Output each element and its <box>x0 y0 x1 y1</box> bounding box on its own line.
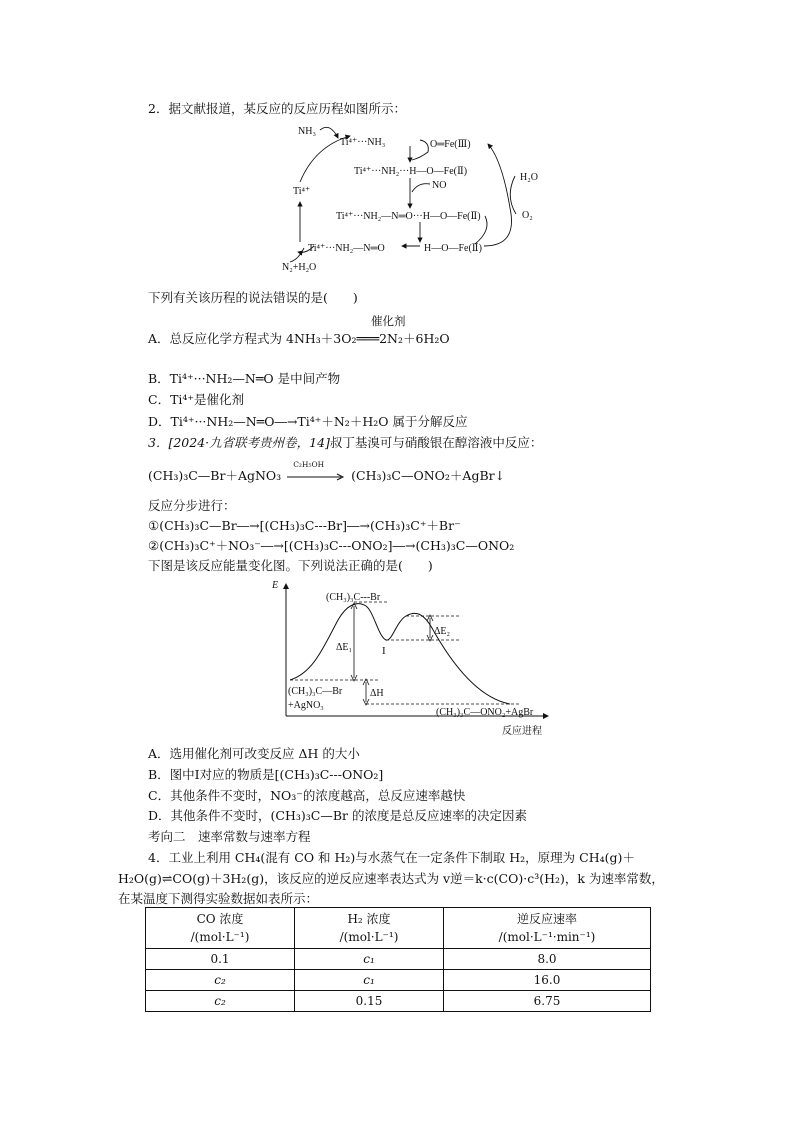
q3-option-a: A．选用催化剂可改变反应 ΔH 的大小 <box>148 746 360 761</box>
reaction-mechanism-diagram <box>270 118 560 276</box>
q3-step2: ②(CH₃)₃C⁺＋NO₃⁻―→[(CH₃)₃C---ONO₂]―→(CH₃)₃C—ONO₂ <box>148 538 515 553</box>
x-axis-label: 反应进程 <box>502 726 542 737</box>
q4-line2: H₂O(g)⇌CO(g)＋3H₂(g)，该反应的逆反应速率表达式为 v逆＝k·c(CO)·c³(H₂)，k 为速率常数， <box>118 871 664 886</box>
q3-option-c: C．其他条件不变时，NO₃⁻的浓度越高，总反应速率越快 <box>148 788 466 803</box>
intermediate-label: I <box>382 645 386 657</box>
eq-right: (CH₃)₃C—ONO₂＋AgBr↓ <box>351 468 506 483</box>
q3-equation <box>148 459 506 484</box>
cell-co: c₂ <box>146 970 295 991</box>
q3-step1: ①(CH₃)₃C—Br―→[(CH₃)₃C---Br]―→(CH₃)₃C⁺＋Br⁻ <box>148 518 461 533</box>
q2-stem: 2．据文献报道，某反应的反应历程如图所示： <box>148 101 406 116</box>
table-row <box>146 991 651 1012</box>
header-co: CO 浓度 /(mol·L⁻¹) <box>146 908 295 949</box>
label-ti-left: Ti⁴⁺ <box>293 186 311 197</box>
y-axis-label: E <box>272 580 279 591</box>
q3-question: 下图是该反应能量变化图。下列说法正确的是( ) <box>148 558 433 573</box>
rate-data-table <box>145 907 651 1012</box>
header-rate: 逆反应速率 /(mol·L⁻¹·min⁻¹) <box>444 908 651 949</box>
table-row <box>146 949 651 970</box>
cell-rate: 16.0 <box>444 970 651 991</box>
label-hofe-bottom: H—O—Fe(Ⅱ) <box>424 243 482 254</box>
eq-condition: C₂H₅OH <box>293 459 325 469</box>
label-ti-nh3: Ti⁴⁺···NH₃ <box>340 137 386 148</box>
q4-line3: 在某温度下测得实验数据如表所示： <box>118 891 319 906</box>
label-o-fe3: O═Fe(Ⅲ) <box>430 139 471 150</box>
label-o2: O₂ <box>522 210 533 221</box>
table-row <box>146 970 651 991</box>
q2-option-a: A．总反应化学方程式为 4NH₃＋3O₂═══2N₂＋6H₂O <box>148 331 450 346</box>
label-ti-nh2-hofe: Ti⁴⁺···NH₂···H—O—Fe(Ⅱ) <box>354 166 468 177</box>
q3-stem <box>148 433 542 451</box>
label-ti-nh2-no-hofe: Ti⁴⁺···NH₂—N═O···H—O—Fe(Ⅱ) <box>336 211 481 222</box>
label-n2-h2o: N₂+H₂O <box>282 262 317 273</box>
q2-option-d: D．Ti⁴⁺···NH₂—N═O―→Ti⁴⁺＋N₂＋H₂O 属于分解反应 <box>148 414 468 429</box>
reactant-label-1: (CH₃)₃C—Br <box>288 686 343 697</box>
label-no: NO <box>432 180 447 191</box>
product-label: (CH₃)₃C—ONO₂+AgBr <box>436 707 534 718</box>
q3-stem-text: 叔丁基溴可与硝酸银在醇溶液中反应： <box>329 435 543 450</box>
q3-steps-title: 反应分步进行： <box>148 498 236 513</box>
label-nh3: NH₃ <box>298 126 316 137</box>
q3-option-d: D．其他条件不变时，(CH₃)₃C—Br 的浓度是总反应速率的决定因素 <box>148 808 527 823</box>
cell-co: c₂ <box>146 991 295 1012</box>
ts1-label: (CH₃)₃C---Br <box>326 592 381 603</box>
cell-h2: c₁ <box>295 949 444 970</box>
de2-label: ΔE₂ <box>434 626 451 637</box>
section-heading: 考向二 速率常数与速率方程 <box>148 829 311 844</box>
eq-left: (CH₃)₃C—Br＋AgNO₃ <box>148 468 282 483</box>
cell-h2: c₁ <box>295 970 444 991</box>
q2-option-b: B．Ti⁴⁺···NH₂—N═O 是中间产物 <box>148 371 341 386</box>
dh-label: ΔH <box>370 688 384 699</box>
eq-arrow <box>285 459 347 484</box>
de1-label: ΔE₁ <box>336 642 353 653</box>
catalyst-label: 催化剂 <box>371 314 406 328</box>
label-ti-nh2-no: Ti⁴⁺···NH₂—N═O <box>308 243 385 254</box>
table-header-row <box>146 908 651 949</box>
cell-rate: 6.75 <box>444 991 651 1012</box>
cell-co: 0.1 <box>146 949 295 970</box>
q3-option-b: B．图中Ⅰ对应的物质是[(CH₃)₃C---ONO₂] <box>148 767 384 782</box>
cell-h2: 0.15 <box>295 991 444 1012</box>
q4-line1: 4．工业上利用 CH₄(混有 CO 和 H₂)与水蒸气在一定条件下制取 H₂，原理为 CH₄(g)＋ <box>148 850 635 865</box>
label-h2o: H₂O <box>520 172 538 183</box>
reactant-label-2: +AgNO₃ <box>288 700 324 711</box>
cell-rate: 8.0 <box>444 949 651 970</box>
q3-source: 3．[2024·九省联考贵州卷，14] <box>148 435 330 450</box>
q2-question: 下列有关该历程的说法错误的是( ) <box>148 290 358 305</box>
q2-option-c: C．Ti⁴⁺是催化剂 <box>148 392 245 407</box>
energy-profile-diagram <box>268 578 558 738</box>
header-h2: H₂ 浓度 /(mol·L⁻¹) <box>295 908 444 949</box>
